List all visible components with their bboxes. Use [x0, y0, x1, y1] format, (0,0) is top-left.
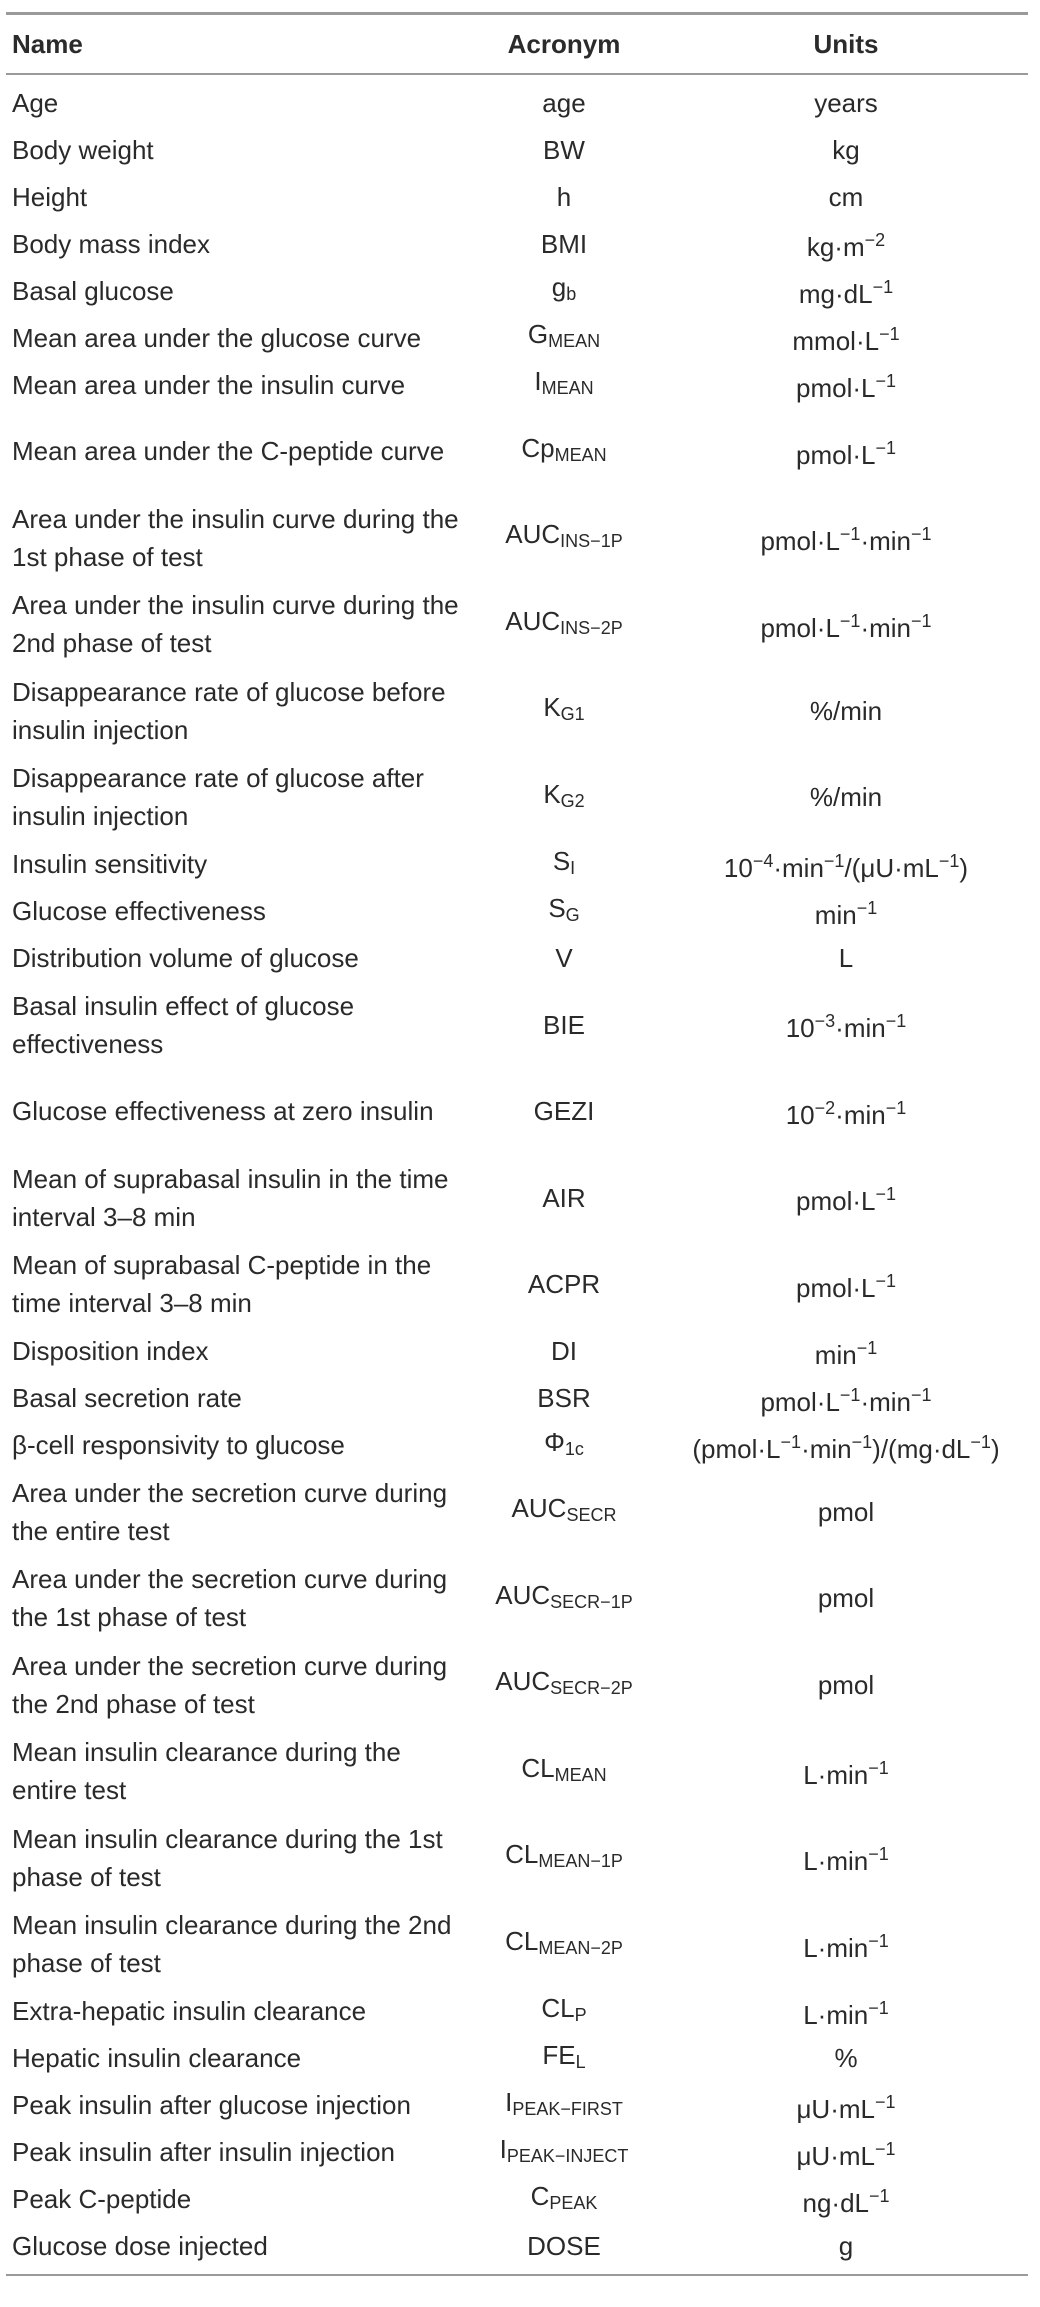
cell-name: Area under the secretion curve during the 1st phase of test [12, 1564, 448, 1633]
cell-text: BIE [543, 1009, 585, 1040]
superscript-text: −3 [814, 1011, 836, 1032]
subscript-text: INS−1P [560, 531, 623, 552]
cell-name: Glucose dose injected [12, 2231, 268, 2261]
cell-acronym [464, 1179, 664, 1217]
table-row [6, 1815, 1028, 1902]
table-row [6, 1901, 1028, 1988]
cell-acronym [464, 429, 664, 474]
table-row [6, 79, 1028, 126]
cell-units [664, 178, 1028, 216]
cell-name: Mean area under the insulin curve [12, 369, 406, 400]
cell-name: Disappearance rate of glucose before insulin injection [12, 676, 446, 745]
superscript-text: −1 [868, 1844, 889, 1865]
superscript-text: −1 [885, 1011, 907, 1032]
cell-units [664, 268, 1028, 313]
cell-units [664, 1089, 1028, 1134]
cell-name: Mean of suprabasal C-peptide in the time interval 3–8 min [12, 1250, 432, 1319]
header-name: Name [12, 28, 83, 59]
cell-units [664, 1175, 1028, 1220]
cell-text: pmol [817, 1496, 875, 1527]
cell-text: BW [543, 134, 585, 165]
cell-text: ·min [835, 1099, 886, 1130]
cell-text: I [499, 2133, 507, 2164]
superscript-text: −1 [823, 850, 845, 871]
cell-acronym [464, 1576, 664, 1621]
cell-text: AUC [511, 1493, 567, 1524]
cell-acronym [464, 1423, 664, 1468]
cell-text: CL [505, 1839, 539, 1870]
cell-text: ) [990, 1433, 1000, 1464]
cell-name: Basal secretion rate [12, 1383, 242, 1413]
cell-name: Peak C-peptide [12, 2184, 192, 2214]
cell-name: Extra-hepatic insulin clearance [12, 1996, 367, 2026]
cell-text: kg [832, 134, 860, 165]
cell-text: G [527, 319, 549, 349]
superscript-text: −1 [875, 2138, 896, 2159]
cell-text: ·min [860, 1386, 912, 1417]
cell-name: Distribution volume of glucose [12, 943, 359, 973]
cell-acronym [464, 2130, 664, 2175]
subscript-text: 1c [564, 1438, 584, 1459]
table-row [6, 841, 1028, 888]
cell-name: Body weight [12, 134, 154, 165]
cell-text: h [556, 181, 572, 212]
subscript-text: L [575, 2051, 586, 2072]
superscript-text: −1 [868, 1930, 889, 1951]
cell-text: S [548, 892, 566, 923]
table-row [6, 314, 1028, 361]
subscript-text: INS−2P [560, 617, 623, 638]
cell-name: Body mass index [12, 228, 210, 259]
cell-units [664, 1749, 1028, 1794]
cell-text: CL [505, 1925, 539, 1956]
cell-units [664, 1262, 1028, 1307]
cell-text: μU·mL [796, 2140, 875, 2171]
table-row [6, 1988, 1028, 2035]
table-row [6, 668, 1028, 755]
table-row [6, 1422, 1028, 1469]
cell-text: AUC [495, 1666, 551, 1697]
superscript-text: −1 [868, 2185, 890, 2206]
cell-acronym [464, 225, 664, 263]
table-body [6, 75, 1028, 2270]
cell-units [664, 362, 1028, 407]
cell-text: ·min [773, 852, 824, 883]
cell-text: ) [959, 852, 969, 883]
cell-text: I [505, 2086, 513, 2117]
cell-name: Age [12, 87, 59, 118]
table-row [6, 935, 1028, 982]
subscript-text: P [574, 2004, 587, 2025]
superscript-text: −1 [875, 437, 896, 458]
cell-name: Glucose effectiveness [12, 896, 266, 926]
table-row [6, 408, 1028, 495]
superscript-text: −1 [885, 1097, 907, 1118]
cell-name: Mean insulin clearance during the 2nd phase of test [12, 1910, 452, 1979]
table-row [6, 754, 1028, 841]
cell-text: %/min [809, 695, 883, 726]
superscript-text: −1 [879, 324, 900, 344]
cell-text: ·min [860, 526, 912, 557]
cell-units [664, 889, 1028, 934]
cell-text: Cp [521, 432, 555, 463]
cell-text: pmol·L [760, 526, 840, 557]
cell-text: L [838, 943, 854, 973]
table-row [6, 1241, 1028, 1328]
cell-text: %/min [809, 782, 883, 813]
cell-name: Peak insulin after glucose injection [12, 2090, 411, 2120]
cell-name: Mean area under the glucose curve [12, 322, 422, 353]
subscript-text: G1 [560, 704, 585, 725]
subscript-text: SECR [566, 1505, 617, 1526]
table-bottom-rule [6, 2274, 1028, 2276]
superscript-text: −1 [839, 524, 861, 545]
cell-units [664, 1989, 1028, 2034]
cell-acronym [464, 515, 664, 560]
cell-text: ACPR [527, 1269, 601, 1300]
cell-units [664, 1376, 1028, 1421]
table-row [6, 1469, 1028, 1556]
cell-units [664, 2083, 1028, 2128]
cell-text: AUC [505, 519, 561, 550]
cell-text: min [814, 899, 857, 930]
cell-text: kg·m [806, 232, 865, 262]
cell-text: min [814, 1339, 857, 1370]
cell-text: pmol·L [795, 1272, 876, 1303]
subscript-text: b [566, 284, 577, 304]
cell-units [664, 842, 1028, 887]
cell-units [664, 939, 1028, 977]
superscript-text: −1 [875, 1270, 896, 1291]
cell-acronym [464, 775, 664, 820]
cell-text: g [551, 272, 567, 302]
cell-units [664, 2177, 1028, 2222]
cell-name: Area under the insulin curve during the 1st phase of test [12, 503, 459, 572]
superscript-text: −2 [864, 230, 886, 250]
cell-text: mmol·L [792, 326, 880, 356]
cell-name: Glucose effectiveness at zero insulin [12, 1096, 434, 1127]
cell-name: Peak insulin after insulin injection [12, 2137, 395, 2167]
superscript-text: −1 [911, 524, 932, 545]
cell-units [664, 2039, 1028, 2077]
header-units: Units [813, 28, 879, 59]
table-row [6, 888, 1028, 935]
subscript-text: MEAN [554, 1764, 607, 1785]
cell-acronym [464, 1749, 664, 1794]
cell-acronym [464, 2177, 664, 2222]
cell-text: pmol·L [795, 439, 876, 470]
cell-text: 10 [785, 1013, 815, 1044]
cell-text: AUC [505, 605, 561, 636]
superscript-text: −1 [856, 1337, 878, 1358]
cell-text: ·min [835, 1013, 886, 1044]
header-acronym: Acronym [507, 28, 621, 59]
cell-name: Disposition index [12, 1336, 209, 1366]
cell-text: K [543, 778, 561, 809]
subscript-text: MEAN−2P [538, 1937, 623, 1958]
subscript-text: MEAN [554, 444, 607, 465]
table-header-row [6, 15, 1028, 75]
cell-units [664, 1423, 1028, 1468]
cell-acronym [464, 131, 664, 169]
cell-text: 10 [723, 852, 753, 883]
subscript-text: G [565, 904, 580, 925]
superscript-text: −1 [875, 1184, 896, 1205]
cell-units [664, 1666, 1028, 1704]
cell-text: L·min [803, 1932, 869, 1963]
cell-acronym [464, 1989, 664, 2034]
cell-text: % [834, 2043, 858, 2073]
cell-name: Area under the secretion curve during the 2nd phase of test [12, 1650, 448, 1719]
cell-units [664, 221, 1028, 266]
cell-name: Mean of suprabasal insulin in the time interval 3–8 min [12, 1163, 449, 1232]
cell-acronym [464, 2036, 664, 2081]
cell-acronym [464, 842, 664, 887]
cell-units [664, 84, 1028, 122]
table-row [6, 173, 1028, 220]
table-row [6, 1728, 1028, 1815]
cell-units [664, 1835, 1028, 1880]
subscript-text: MEAN−1P [538, 1851, 623, 1872]
table-row [6, 267, 1028, 314]
cell-acronym [464, 1489, 664, 1534]
subscript-text: MEAN [541, 378, 594, 398]
table-row [6, 1155, 1028, 1242]
cell-units [664, 1329, 1028, 1374]
table-row [6, 1642, 1028, 1729]
cell-text: L·min [803, 1999, 869, 2030]
cell-name: Hepatic insulin clearance [12, 2043, 302, 2073]
superscript-text: −1 [780, 1431, 802, 1452]
superscript-text: −1 [839, 1384, 861, 1405]
cell-acronym [464, 2227, 664, 2265]
subscript-text: SECR−2P [550, 1678, 633, 1699]
cell-text: )/(mg·dL [872, 1433, 971, 1464]
table-row [6, 1068, 1028, 1155]
cell-acronym [464, 178, 664, 216]
cell-text: L·min [803, 1846, 869, 1877]
subscript-text: PEAK−INJECT [506, 2145, 629, 2166]
cell-units [664, 315, 1028, 360]
cell-text: S [552, 845, 571, 876]
cell-name: Mean insulin clearance during the entire test [12, 1737, 401, 1806]
cell-acronym [464, 1006, 664, 1044]
cell-text: AIR [542, 1182, 586, 1213]
cell-units [664, 2130, 1028, 2175]
cell-acronym [464, 1092, 664, 1130]
cell-text: pmol [817, 1669, 875, 1700]
cell-text: C [530, 2180, 550, 2211]
cell-units [664, 602, 1028, 647]
superscript-text: −1 [839, 610, 861, 631]
cell-acronym [464, 602, 664, 647]
subscript-text: SECR−1P [550, 1591, 633, 1612]
cell-text: pmol·L [795, 373, 876, 403]
superscript-text: −2 [814, 1097, 836, 1118]
cell-text: ·min [860, 612, 912, 643]
table-row [6, 2129, 1028, 2176]
superscript-text: −1 [868, 1997, 889, 2018]
cell-units [664, 692, 1028, 730]
cell-text: pmol·L [760, 612, 840, 643]
cell-name: Basal glucose [12, 275, 174, 306]
cell-units [664, 1002, 1028, 1047]
cell-text: ·min [801, 1433, 852, 1464]
superscript-text: −1 [911, 1384, 932, 1405]
subscript-text: MEAN [548, 331, 601, 351]
superscript-text: −1 [938, 850, 960, 871]
cell-name: Area under the insulin curve during the 2nd phase of test [12, 590, 459, 659]
cell-text: DOSE [527, 2231, 601, 2261]
cell-text: years [814, 87, 878, 118]
table-row [6, 2223, 1028, 2270]
cell-text: pmol [817, 1583, 875, 1614]
cell-text: CL [521, 1752, 555, 1783]
cell-acronym [464, 1332, 664, 1370]
subscript-text: I [570, 857, 576, 878]
cell-units [664, 515, 1028, 560]
cell-units [664, 1493, 1028, 1531]
cell-name: Insulin sensitivity [12, 849, 208, 879]
subscript-text: G2 [560, 790, 585, 811]
cell-text: V [555, 943, 573, 973]
cell-units [664, 1922, 1028, 1967]
cell-name: Height [12, 181, 88, 212]
cell-text: Φ [544, 1426, 565, 1457]
cell-acronym [464, 1922, 664, 1967]
cell-name: Mean insulin clearance during the 1st phase of test [12, 1823, 443, 1892]
cell-acronym [464, 889, 664, 934]
cell-text: pmol·L [795, 1186, 876, 1217]
parameter-table [6, 0, 1028, 2276]
superscript-text: −1 [911, 610, 932, 631]
cell-name: Basal insulin effect of glucose effectiveness [12, 990, 355, 1059]
cell-acronym [464, 2083, 664, 2128]
cell-units [664, 2227, 1028, 2265]
superscript-text: −1 [851, 1431, 873, 1452]
cell-units [664, 131, 1028, 169]
cell-text: g [838, 2231, 854, 2261]
cell-name: Disappearance rate of glucose after insulin injection [12, 763, 424, 832]
cell-text: CL [541, 1992, 575, 2023]
cell-text: GEZI [533, 1096, 595, 1127]
cell-text: mg·dL [798, 279, 873, 309]
cell-acronym [464, 1835, 664, 1880]
cell-text: L·min [803, 1759, 869, 1790]
superscript-text: −1 [856, 897, 878, 918]
cell-text: ng·dL [802, 2187, 869, 2218]
table-row [6, 361, 1028, 408]
cell-text: pmol·L [760, 1386, 840, 1417]
cell-units [664, 1579, 1028, 1617]
cell-acronym [464, 268, 664, 313]
cell-text: BMI [540, 228, 588, 259]
cell-text: 10 [785, 1099, 815, 1130]
superscript-text: −4 [752, 850, 774, 871]
cell-name: β-cell responsivity to glucose [12, 1430, 345, 1460]
superscript-text: −1 [875, 371, 896, 391]
table-row [6, 1555, 1028, 1642]
cell-acronym [464, 1662, 664, 1707]
table-row [6, 495, 1028, 582]
subscript-text: PEAK−FIRST [512, 2098, 623, 2119]
cell-units [664, 778, 1028, 816]
cell-text: (pmol·L [692, 1433, 781, 1464]
table-row [6, 1375, 1028, 1422]
superscript-text: −1 [875, 2091, 896, 2112]
cell-acronym [464, 1265, 664, 1303]
cell-units [664, 429, 1028, 474]
cell-name: Mean area under the C-peptide curve [12, 436, 445, 467]
superscript-text: −1 [868, 1757, 889, 1778]
cell-text: FE [542, 2039, 576, 2070]
cell-text: age [542, 87, 586, 118]
cell-acronym [464, 1379, 664, 1417]
cell-acronym [464, 315, 664, 360]
cell-text: /(μU·mL [844, 852, 939, 883]
cell-name: Area under the secretion curve during the entire test [12, 1477, 448, 1546]
table-row [6, 1328, 1028, 1375]
table-row [6, 2082, 1028, 2129]
table-row [6, 581, 1028, 668]
cell-text: DI [551, 1336, 577, 1366]
cell-text: μU·mL [796, 2093, 875, 2124]
cell-text: I [534, 366, 542, 396]
cell-acronym [464, 84, 664, 122]
table-row [6, 982, 1028, 1069]
cell-acronym [464, 362, 664, 407]
superscript-text: −1 [872, 277, 894, 297]
table-row [6, 2176, 1028, 2223]
table-row [6, 2035, 1028, 2082]
cell-acronym [464, 688, 664, 733]
cell-acronym [464, 939, 664, 977]
cell-text: K [543, 692, 561, 723]
cell-text: cm [828, 181, 864, 212]
cell-text: AUC [495, 1579, 551, 1610]
table-row [6, 220, 1028, 267]
subscript-text: PEAK [549, 2192, 598, 2213]
superscript-text: −1 [970, 1431, 991, 1452]
cell-text: BSR [537, 1383, 591, 1413]
table-row [6, 126, 1028, 173]
